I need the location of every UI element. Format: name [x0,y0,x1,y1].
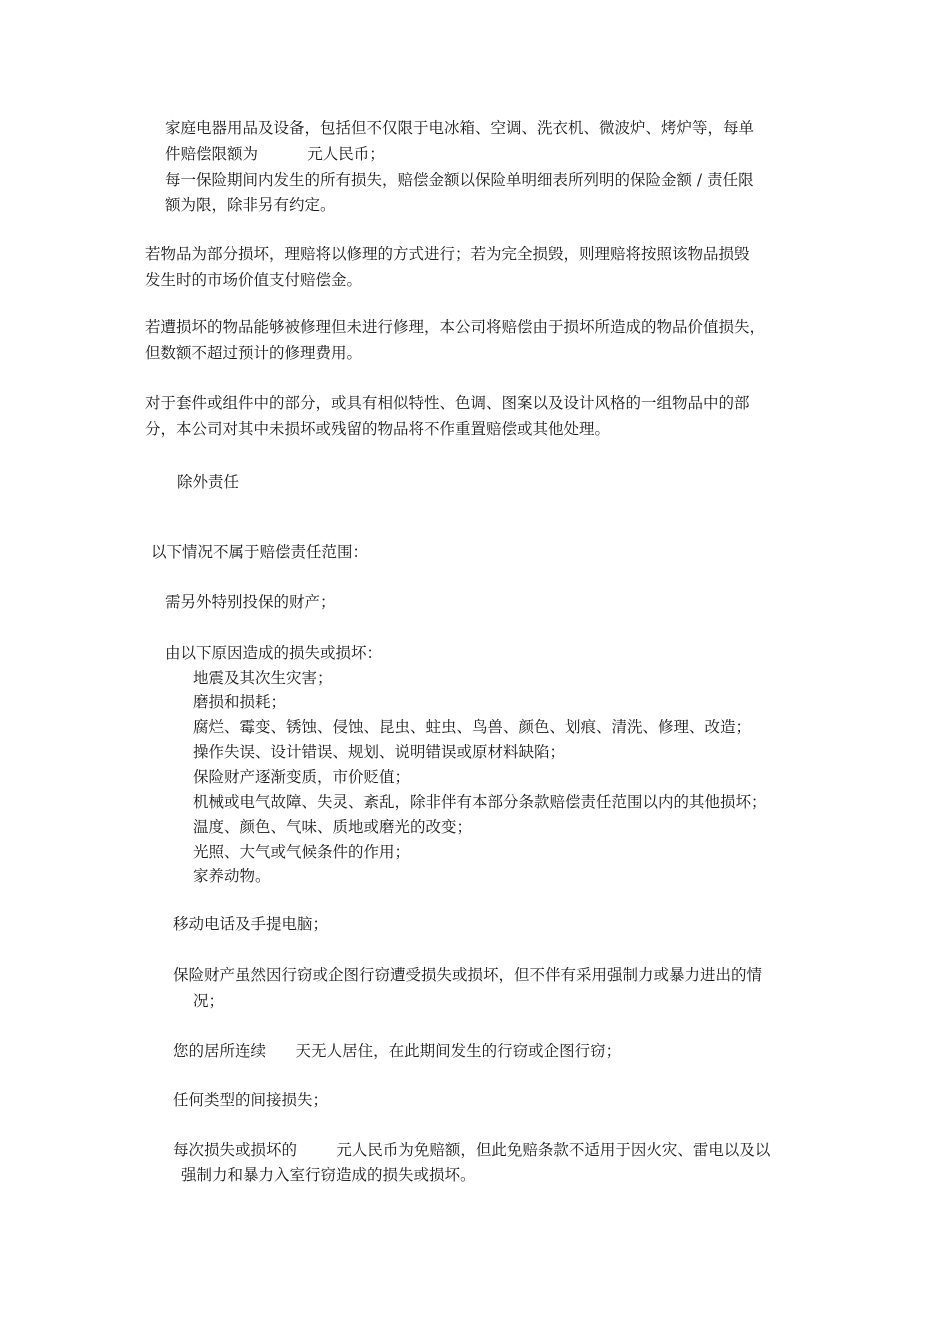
exclusion-theft-line-2: 况； [193,992,225,1010]
cause-item-operation-error: 操作失误、设计错误、规划、说明错误或原材料缺陷； [193,743,566,761]
cause-item-deterioration: 保险财产逐渐变质，市价贬值； [193,768,411,786]
exclusion-indirect-loss: 任何类型的间接损失； [173,1091,329,1109]
section-heading-exclusions: 除外责任 [177,473,240,491]
list-item-appliances-line-1: 家庭电器用品及设备，包括但不仅限于电冰箱、空调、洗衣机、微波炉、烤炉等，每单 [165,119,755,137]
exclusion-special-property: 需另外特别投保的财产； [165,593,336,611]
exclusion-deductible-line-1: 每次损失或损坏的 元人民币为免赔额，但此免赔条款不适用于因火灾、雷电以及以 [173,1141,771,1159]
exclusion-mobile-laptop: 移动电话及手提电脑； [173,915,329,933]
paragraph-partial-loss-line-1: 若物品为部分损坏，理赔将以修理的方式进行；若为完全损毁，则理赔将按照该物品损毁 [145,245,750,263]
list-item-period-limit-line-2: 额为限，除非另有约定。 [165,196,336,214]
paragraph-sets-line-1: 对于套件或组件中的部分，或具有相似特性、色调、图案以及设计风格的一组物品中的部 [145,394,750,412]
list-item-appliances-line-2: 件赔偿限额为 元人民币； [165,145,385,163]
cause-item-decay: 腐烂、霉变、锈蚀、侵蚀、昆虫、蛀虫、鸟兽、颜色、划痕、清洗、修理、改造； [193,718,752,736]
exclusion-vacancy: 您的居所连续 天无人居住，在此期间发生的行窃或企图行窃； [173,1042,622,1060]
paragraph-sets-line-2: 分，本公司对其中未损坏或残留的物品将不作重置赔偿或其他处理。 [145,420,611,438]
exclusions-intro: 以下情况不属于赔偿责任范围： [151,543,369,561]
cause-item-pets: 家养动物。 [193,867,271,885]
cause-item-temperature: 温度、颜色、气味、质地或磨光的改变； [193,818,473,836]
exclusion-causes-heading: 由以下原因造成的损失或损坏： [165,644,383,662]
list-item-period-limit-line-1: 每一保险期间内发生的所有损失，赔偿金额以保险单明细表所列明的保险金额 / 责任限 [165,171,754,189]
cause-item-mechanical: 机械或电气故障、失灵、紊乱，除非伴有本部分条款赔偿责任范围以内的其他损坏； [193,793,767,811]
paragraph-unrepaired-line-2: 但数额不超过预计的修理费用。 [145,344,363,362]
cause-item-wear: 磨损和损耗； [193,693,287,711]
exclusion-theft-line-1: 保险财产虽然因行窃或企图行窃遭受损失或损坏，但不伴有采用强制力或暴力进出的情 [173,966,763,984]
cause-item-light: 光照、大气或气候条件的作用； [193,843,411,861]
paragraph-partial-loss-line-2: 发生时的市场价值支付赔偿金。 [145,271,363,289]
paragraph-unrepaired-line-1: 若遭损坏的物品能够被修理但未进行修理，本公司将赔偿由于损坏所造成的物品价值损失， [145,318,766,336]
exclusion-deductible-line-2: 强制力和暴力入室行窃造成的损失或损坏。 [181,1166,476,1184]
cause-item-earthquake: 地震及其次生灾害； [193,669,333,687]
